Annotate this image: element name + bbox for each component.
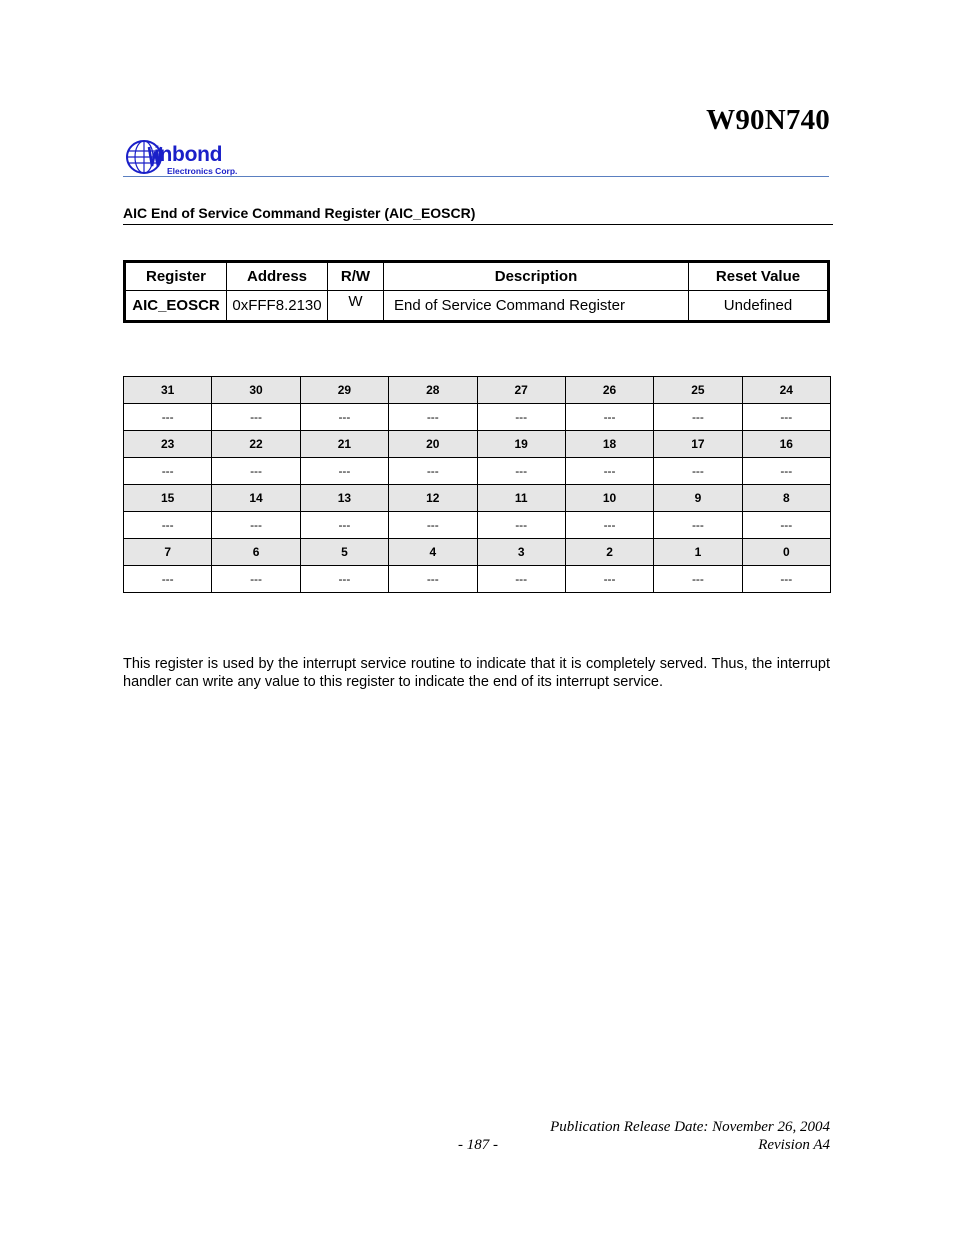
bit-number-cell: 8 [742,485,830,512]
bit-number-row [124,431,831,458]
logo-subtitle: Electronics Corp. [167,166,238,176]
bit-number-cell: 11 [477,485,565,512]
bit-field-cell: --- [300,566,388,593]
bit-number-cell: 13 [300,485,388,512]
bit-field-cell: --- [654,458,742,485]
bit-number-cell: 4 [389,539,477,566]
bit-field-cell: --- [742,512,830,539]
bit-field-cell: --- [654,404,742,431]
winbond-logo [125,138,265,178]
bit-number-cell: 0 [742,539,830,566]
bit-number-cell: 18 [565,431,653,458]
bit-field-cell: --- [565,458,653,485]
register-summary-table [123,260,830,323]
bit-field-cell: --- [477,566,565,593]
header-register: Register [125,262,227,291]
bit-number-cell: 25 [654,377,742,404]
register-address: 0xFFF8.2130 [227,291,328,322]
bit-number-cell: 3 [477,539,565,566]
bit-field-cell: --- [565,404,653,431]
bit-field-table [123,376,831,593]
bit-field-cell: --- [300,458,388,485]
bit-number-cell: 9 [654,485,742,512]
bit-field-row [124,512,831,539]
register-name: AIC_EOSCR [125,291,227,322]
register-rw: W [328,291,384,322]
bit-number-cell: 29 [300,377,388,404]
bit-field-cell: --- [124,566,212,593]
header-address: Address [227,262,328,291]
bit-field-cell: --- [477,458,565,485]
section-divider [123,224,833,225]
bit-field-cell: --- [389,566,477,593]
bit-field-cell: --- [212,566,300,593]
bit-field-cell: --- [389,458,477,485]
bit-number-cell: 20 [389,431,477,458]
bit-number-cell: 14 [212,485,300,512]
bit-field-cell: --- [654,512,742,539]
bit-field-row [124,566,831,593]
header-reset-value: Reset Value [689,262,829,291]
bit-number-cell: 24 [742,377,830,404]
bit-field-cell: --- [212,458,300,485]
bit-number-cell: 1 [654,539,742,566]
bit-field-cell: --- [477,404,565,431]
bit-number-row [124,485,831,512]
bit-number-cell: 26 [565,377,653,404]
bit-field-cell: --- [124,404,212,431]
bit-field-cell: --- [565,512,653,539]
footer-release-date: Publication Release Date: November 26, 2004 [550,1119,830,1135]
bit-field-cell: --- [124,458,212,485]
bit-field-cell: --- [212,512,300,539]
bit-field-cell: --- [389,404,477,431]
bit-number-cell: 16 [742,431,830,458]
logo-wordmark: inbond [154,143,223,166]
bit-number-row [124,539,831,566]
bit-field-cell: --- [300,512,388,539]
bit-number-cell: 5 [300,539,388,566]
bit-number-cell: 7 [124,539,212,566]
bit-field-cell: --- [654,566,742,593]
bit-number-cell: 10 [565,485,653,512]
bit-field-cell: --- [742,566,830,593]
bit-number-cell: 23 [124,431,212,458]
bit-field-cell: --- [300,404,388,431]
bit-number-cell: 2 [565,539,653,566]
bit-field-cell: --- [477,512,565,539]
bit-field-row [124,458,831,485]
register-description: End of Service Command Register [384,291,689,322]
register-table-row [125,291,829,322]
header-divider [123,176,829,177]
bit-number-cell: 12 [389,485,477,512]
bit-number-cell: 6 [212,539,300,566]
section-title: AIC End of Service Command Register (AIC_EOSCR) [123,205,476,221]
bit-number-row [124,377,831,404]
bit-field-cell: --- [124,512,212,539]
bit-number-cell: 19 [477,431,565,458]
footer-revision: Revision A4 [758,1137,830,1153]
bit-field-cell: --- [565,566,653,593]
footer-page-number: - 187 - [458,1137,498,1153]
bit-number-cell: 27 [477,377,565,404]
bit-number-cell: 22 [212,431,300,458]
bit-number-cell: 21 [300,431,388,458]
bit-number-cell: 15 [124,485,212,512]
header-description: Description [384,262,689,291]
bit-field-cell: --- [212,404,300,431]
part-number: W90N740 [706,104,830,136]
register-reset-value: Undefined [689,291,829,322]
bit-number-cell: 30 [212,377,300,404]
bit-field-cell: --- [742,404,830,431]
header-rw: R/W [328,262,384,291]
register-description-paragraph: This register is used by the interrupt service routine to indicate that it is completely served. Thus, the interrupt handler can write any value to this register to indicate the end of its interrupt service. [123,656,830,690]
bit-number-cell: 31 [124,377,212,404]
bit-field-cell: --- [389,512,477,539]
register-table-header-row [125,262,829,291]
bit-number-cell: 17 [654,431,742,458]
bit-field-row [124,404,831,431]
bit-field-cell: --- [742,458,830,485]
bit-number-cell: 28 [389,377,477,404]
